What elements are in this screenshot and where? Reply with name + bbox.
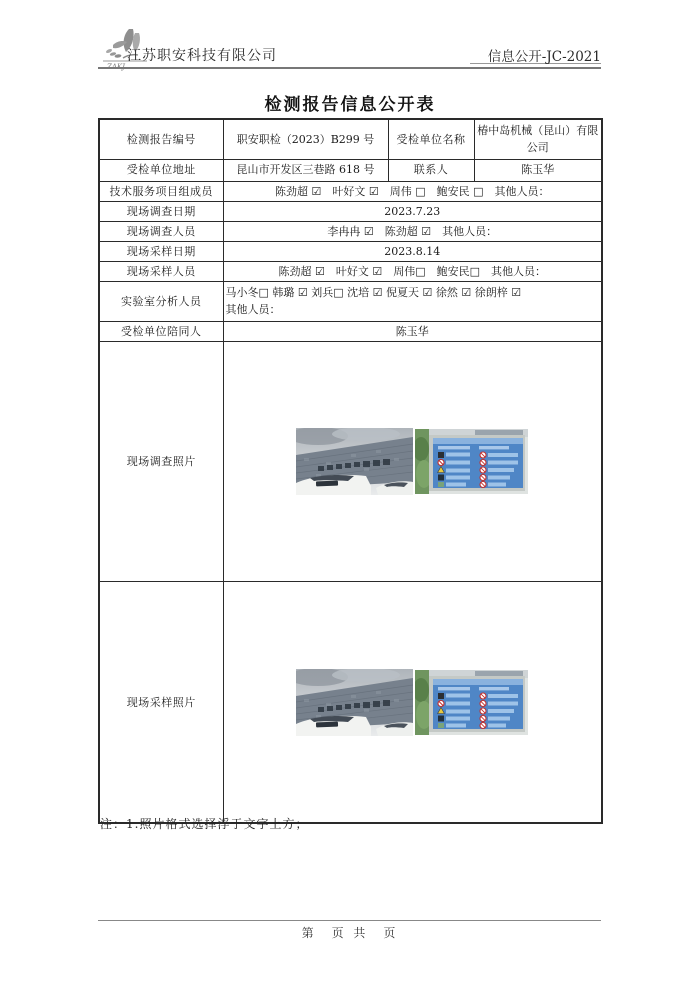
survey-photos-label: 现场调查照片 [99, 341, 223, 581]
contact-value: 陈玉华 [474, 159, 602, 181]
table-row [99, 119, 602, 159]
report-no-value: 职安职检（2023）B299 号 [223, 119, 388, 159]
survey-staff-members: 李冉冉 ☑ 陈劲超 ☑ 其他人员： [223, 221, 602, 241]
header-rule [98, 67, 601, 69]
sampling-staff-members: 陈劲超 ☑ 叶好文 ☑ 周伟□ 鲍安民□ 其他人员： [223, 261, 602, 281]
doc-code: 信息公开-JC-2021 [487, 49, 601, 65]
page-title: 检测报告信息公开表 [264, 95, 436, 115]
table-row [99, 581, 602, 823]
table-row [99, 159, 602, 181]
table-row [99, 221, 602, 241]
sampling-staff-label: 现场采样人员 [99, 261, 223, 281]
unit-name-value: 椿中岛机械（昆山）有限公司 [474, 119, 602, 159]
lab-staff-line1: 马小冬□ 韩璐 ☑ 刘兵□ 沈培 ☑ 倪夏天 ☑ 徐然 ☑ 徐朗梓 ☑ [225, 286, 522, 300]
lab-staff-label: 实验室分析人员 [99, 281, 223, 321]
safety-notice-board-photo [415, 429, 528, 494]
survey-date-label: 现场调查日期 [99, 201, 223, 221]
footnote: 注：1.照片格式选择浮于文字上方； [100, 817, 309, 831]
sampling-photos-cell [223, 581, 602, 823]
escort-label: 受检单位陪同人 [99, 321, 223, 341]
survey-photos-cell [223, 341, 602, 581]
unit-addr-value: 昆山市开发区三巷路 618 号 [223, 159, 388, 181]
sampling-photos-label: 现场采样照片 [99, 581, 223, 823]
lab-staff-members [223, 281, 602, 321]
factory-wall-photo [296, 669, 413, 736]
report-info-table [98, 118, 603, 824]
survey-staff-label: 现场调查人员 [99, 221, 223, 241]
lab-staff-line2: 其他人员： [225, 303, 281, 317]
table-row [99, 321, 602, 341]
team-label: 技术服务项目组成员 [99, 181, 223, 201]
contact-label: 联系人 [388, 159, 474, 181]
company-name: 江苏职安科技有限公司 [127, 48, 277, 64]
report-no-label: 检测报告编号 [99, 119, 223, 159]
page-number-footer: 第 页 共 页 [301, 926, 399, 940]
sampling-date-value: 2023.8.14 [223, 241, 602, 261]
sampling-date-label: 现场采样日期 [99, 241, 223, 261]
safety-notice-board-photo [415, 670, 528, 735]
table-row [99, 281, 602, 321]
table-row [99, 341, 602, 581]
unit-addr-label: 受检单位地址 [99, 159, 223, 181]
table-row [99, 201, 602, 221]
table-row [99, 241, 602, 261]
factory-wall-photo [296, 428, 413, 495]
escort-value: 陈玉华 [223, 321, 602, 341]
table-row [99, 261, 602, 281]
team-members: 陈劲超 ☑ 叶好文 ☑ 周伟 □ 鲍安民 □ 其他人员： [223, 181, 602, 201]
survey-date-value: 2023.7.23 [223, 201, 602, 221]
footer-rule [98, 920, 601, 921]
unit-name-label: 受检单位名称 [388, 119, 474, 159]
table-row [99, 181, 602, 201]
logo-text: ZAKJ [107, 63, 125, 71]
